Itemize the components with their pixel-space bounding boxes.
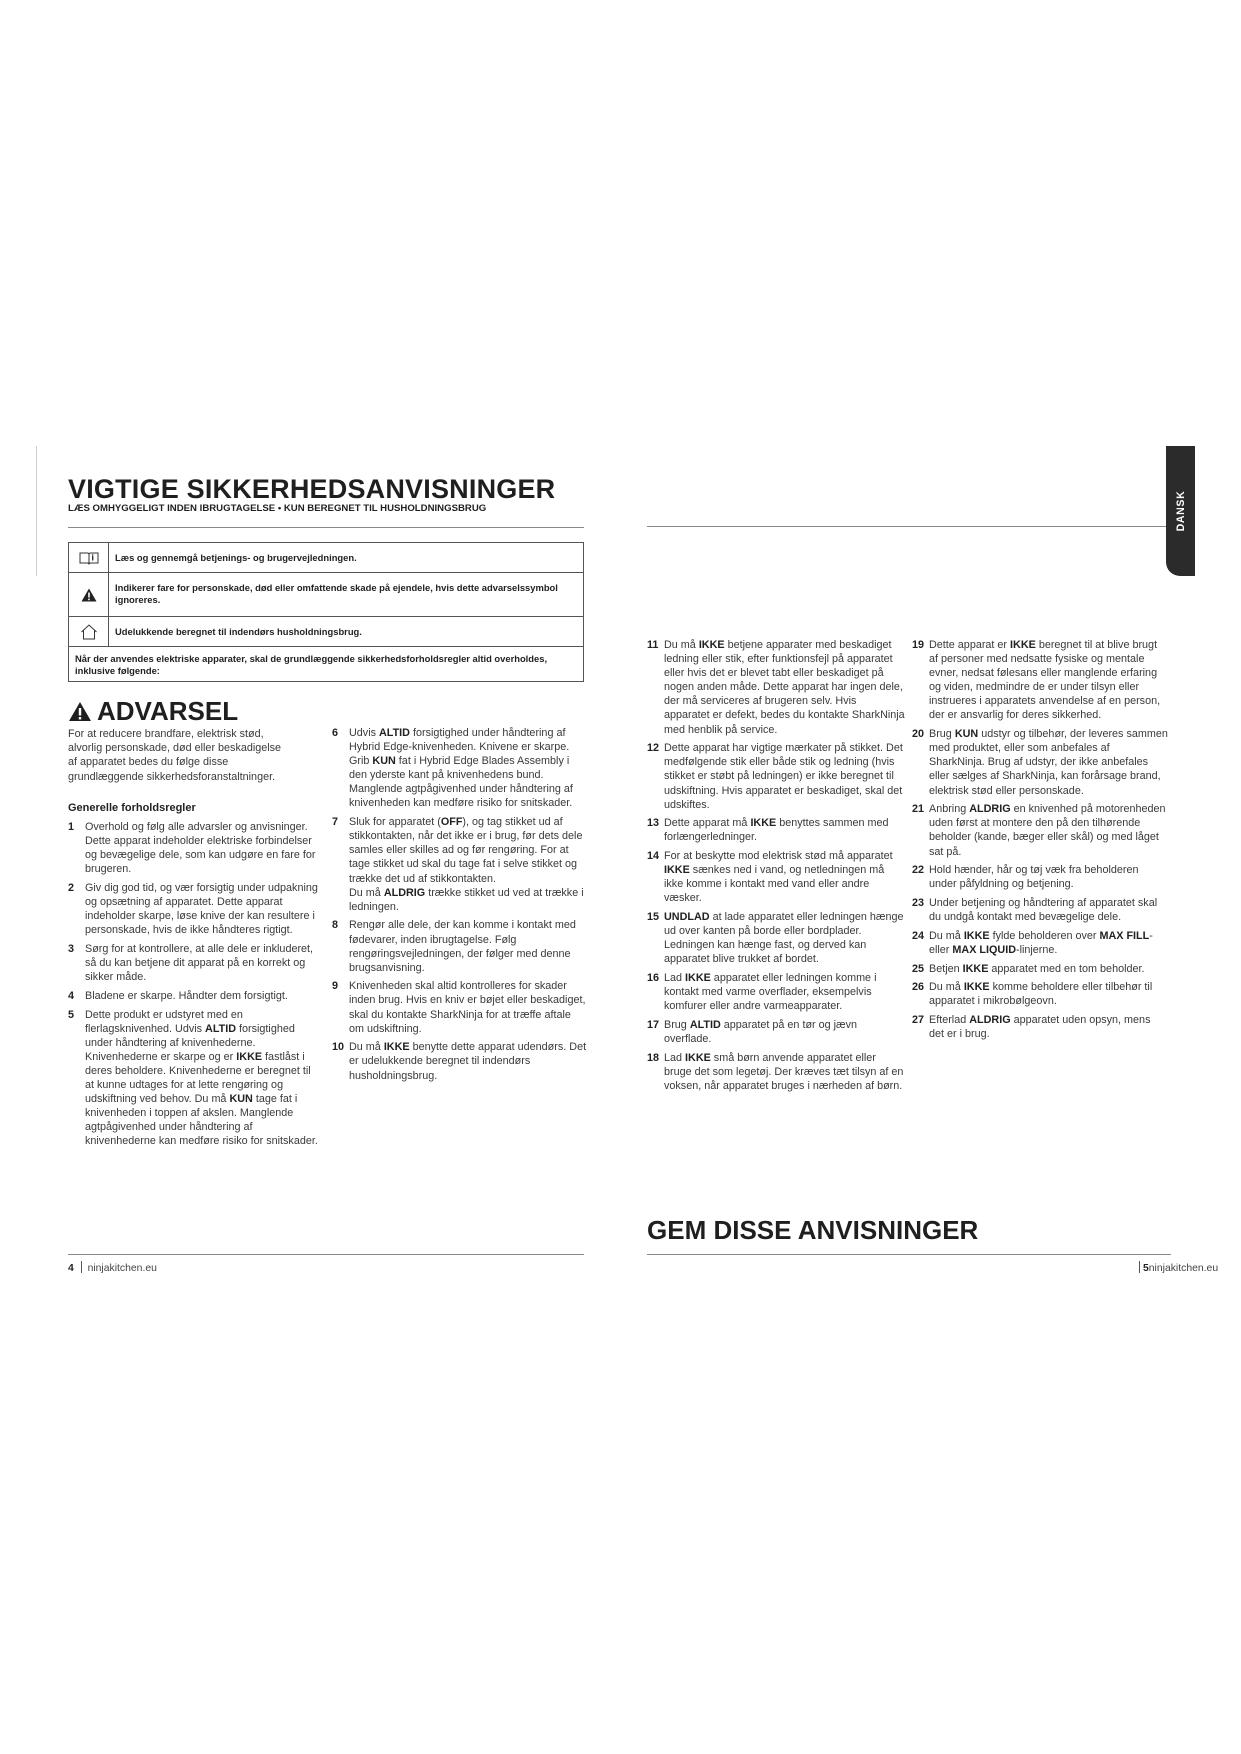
item-text: Dette apparat har vigtige mærkater på stikket. Det medfølgende stik eller både stik og ledning (hvis stikket er støbt på ledningen) er ikke beregnet til udskiftning. Hvis apparatet er beskadiget, skal det udskiftes. xyxy=(664,742,903,811)
item-text: Brug ALTID apparatet på en tør og jævn overflade. xyxy=(664,1018,858,1045)
item-text: Sluk for apparatet (OFF), og tag stikket ud af stikkontakten, når det ikke er i brug, før dets dele samles eller skilles ad og før rengøring. For at tage stikket ud skal du tage fat i selve stikket og trække det ud af stikkontakten. xyxy=(349,816,583,885)
item-number: 8 xyxy=(332,919,339,932)
instruction-item xyxy=(647,1018,905,1046)
item-text: Anbring ALDRIG en knivenhed på motorenheden uden først at montere den på den tilhørende beholder (kande, bæger eller skål) og med låget sat på. xyxy=(929,803,1166,858)
manual-book-icon xyxy=(69,543,109,572)
symbol-text: Læs og gennemgå betjenings- og brugervejledningen. xyxy=(115,552,357,563)
instruction-item xyxy=(647,1051,905,1093)
item-number: 19 xyxy=(912,639,925,651)
item-number: 11 xyxy=(647,639,659,651)
closing-heading: GEM DISSE ANVISNINGER xyxy=(647,1215,979,1245)
instruction-item xyxy=(912,980,1168,1008)
instruction-item xyxy=(912,727,1168,797)
instructions-column-3 xyxy=(647,638,905,1098)
warning-triangle-icon xyxy=(69,573,109,616)
symbol-row-house xyxy=(69,617,583,647)
warning-heading xyxy=(68,696,238,727)
warning-intro: For at reducere brandfare, elektrisk stød, alvorlig personskade, død eller beskadigelse af apparatet bedes du følge disse grundlæggende sikkerhedsforanstaltninger. xyxy=(68,728,282,783)
instruction-item xyxy=(68,820,318,876)
footer-website: ninjakitchen.eu xyxy=(87,1263,157,1274)
house-icon xyxy=(69,617,109,646)
item-number: 15 xyxy=(647,911,660,924)
item-number: 26 xyxy=(912,981,925,994)
item-text: Bladene er skarpe. Håndter dem forsigtigt. xyxy=(85,989,288,1002)
item-text: Du må IKKE fylde beholderen over MAX FILL- eller MAX LIQUID-linjerne. xyxy=(929,929,1153,956)
item-number: 1 xyxy=(68,821,75,833)
instructions-column-1 xyxy=(68,820,318,1153)
title-divider xyxy=(68,527,584,528)
item-number: 27 xyxy=(912,1014,925,1026)
instructions-column-2 xyxy=(332,726,588,1087)
item-number: 6 xyxy=(332,727,339,739)
item-number: 10 xyxy=(332,1041,345,1054)
item-number: 18 xyxy=(647,1051,660,1064)
instruction-item xyxy=(912,638,1168,723)
instruction-item xyxy=(912,962,1168,976)
page-subtitle: LÆS OMHYGGELIGT INDEN IBRUGTAGELSE • KUN BEREGNET TIL HUSHOLDNINGSBRUG xyxy=(68,503,487,514)
instructions-column-4 xyxy=(912,638,1168,1046)
symbol-text: Indikerer fare for personskade, død eller omfattende skade på ejendele, hvis dette advarselssymbol ignoreres. xyxy=(115,582,558,605)
item-number: 25 xyxy=(912,962,925,975)
page-number: 5 xyxy=(1143,1263,1149,1274)
instruction-item xyxy=(912,863,1168,891)
item-number: 21 xyxy=(912,803,925,816)
symbol-legend-box xyxy=(68,542,584,682)
item-number: 16 xyxy=(647,972,660,985)
item-number: 13 xyxy=(647,817,660,830)
instruction-item xyxy=(647,816,905,844)
item-text: Du må IKKE benytte dette apparat udendørs. Det er udelukkende beregnet til indendørs husholdningsbrug. xyxy=(349,1041,587,1082)
instruction-item xyxy=(332,815,588,914)
item-number: 7 xyxy=(332,816,339,829)
footer-website: ninjakitchen.eu xyxy=(1148,1263,1219,1274)
instruction-item xyxy=(68,1008,318,1149)
instruction-item xyxy=(912,1013,1168,1041)
item-number: 23 xyxy=(912,896,925,909)
instruction-item xyxy=(332,918,588,974)
item-number: 4 xyxy=(68,989,75,1002)
language-tab-label: DANSK xyxy=(1174,490,1187,532)
instruction-item xyxy=(332,1040,588,1082)
item-text: Du må IKKE betjene apparater med beskadiget ledning eller stik, efter funktionsfejl på apparatet eller hvis det er blevet tabt eller beskadiget på nogen anden måde. Dette apparat har ingen dele, der må serviceres af brugeren selv. Hvis apparatet er defekt, bedes du kontakte SharkNinja med henblik på service. xyxy=(664,639,905,736)
instruction-item xyxy=(68,881,318,937)
item-text: Udvis ALTID forsigtighed under håndtering af Hybrid Edge-knivenheden. Knivene er skarpe. Grib KUN fat i Hybrid Edge Blades Assembly i den yderste kant på knivenhedens bund. Manglende agtpågivenhed under håndtering af knivenheden kan medføre risiko for snitskader. xyxy=(349,727,573,810)
symbol-text: Udelukkende beregnet til indendørs husholdningsbrug. xyxy=(115,626,362,637)
item-number: 12 xyxy=(647,742,660,755)
item-text: Under betjening og håndtering af apparatet skal du undgå kontakt med bevægelige dele. xyxy=(929,896,1158,924)
instruction-item xyxy=(912,802,1168,858)
item-text: UNDLAD at lade apparatet eller ledningen hænge ud over kanten på borde eller bordplader. Ledningen kan hænge fast, og derved kan apparatet blive trukket af bordet. xyxy=(664,911,904,966)
symbol-row-warning xyxy=(69,573,583,617)
instruction-item xyxy=(68,942,318,984)
footer-divider-left xyxy=(68,1254,584,1255)
item-text: Hold hænder, hår og tøj væk fra beholderen under påfyldning og betjening. xyxy=(929,864,1139,891)
item-text: Betjen IKKE apparatet med en tom beholder. xyxy=(929,962,1145,975)
item-number: 24 xyxy=(912,929,925,942)
item-number: 17 xyxy=(647,1018,660,1031)
item-text: Overhold og følg alle advarsler og anvisninger. Dette apparat indeholder elektriske forbindelser og bevægelige dele, som kan udgøre en fare for brugeren. xyxy=(85,821,316,876)
item-text: Dette apparat må IKKE benyttes sammen med forlængerledninger. xyxy=(664,817,889,844)
item-text: Knivenheden skal altid kontrolleres for skader inden brug. Hvis en kniv er bøjet eller beskadiget, skal du kontakte SharkNinja for at træffe aftale om udskiftning. xyxy=(349,980,586,1035)
page-number: 4 xyxy=(68,1263,74,1274)
top-divider-right xyxy=(647,526,1171,527)
symbol-footer-note: Når der anvendes elektriske apparater, skal de grundlæggende sikkerhedsforholdsregler altid overholdes, inklusive følgende: xyxy=(75,653,548,676)
item-text: Dette apparat er IKKE beregnet til at blive brugt af personer med nedsatte fysiske og mentale evner, nedsat følesans eller manglende erfaring og viden, medmindre de er under tilsyn eller instrueres i apparatets anvendelse af en person, der er ansvarlig for deres sikkerhed. xyxy=(929,639,1161,722)
instruction-item xyxy=(912,896,1168,924)
item-text: Efterlad ALDRIG apparatet uden opsyn, mens det er i brug. xyxy=(929,1014,1151,1041)
instruction-item xyxy=(647,910,905,966)
instruction-item xyxy=(647,638,905,737)
footer-left xyxy=(68,1261,157,1274)
general-precautions-heading: Generelle forholdsregler xyxy=(68,802,196,814)
language-tab xyxy=(1166,446,1195,576)
item-text: Lad IKKE apparatet eller ledningen komme i kontakt med varme overflader, eksempelvis komfurer eller andre varmeapparater. xyxy=(664,972,877,1013)
item-number: 2 xyxy=(68,881,75,894)
footer-right xyxy=(1139,1261,1241,1274)
footer-divider-right xyxy=(647,1254,1171,1255)
page-edge xyxy=(36,446,37,576)
item-number: 9 xyxy=(332,980,339,993)
instruction-item xyxy=(647,971,905,1013)
item-number: 20 xyxy=(912,728,925,741)
item-number: 14 xyxy=(647,850,660,863)
item-text: Du må IKKE komme beholdere eller tilbehør til apparatet i mikrobølgeovn. xyxy=(929,981,1153,1008)
instruction-item xyxy=(647,741,905,811)
instruction-item xyxy=(332,979,588,1035)
warning-title: ADVARSEL xyxy=(97,696,239,726)
item-text: Lad IKKE små børn anvende apparatet eller bruge det som legetøj. Der kræves tæt tilsyn af en voksen, når apparatet bruges i nærheden af børn. xyxy=(664,1051,904,1092)
item-text: Dette produkt er udstyret med en flerlagsknivenhed. Udvis ALTID forsigtighed under håndtering af knivenhederne. Knivenhederne er skarpe og er IKKE fastlåst i deres beholdere. Knivenhederne er beregnet til at kunne udtages for at lette rengøring og udskiftning ved behov. Du må KUN tage fat i knivenheden i toppen af akslen. Manglende agtpågivenhed under håndtering af knivenhederne kan medføre risiko for snitskader. xyxy=(85,1008,318,1148)
instruction-item xyxy=(912,929,1168,957)
item-text: Rengør alle dele, der kan komme i kontakt med fødevarer, inden ibrugtagelse. Følg rengøringsvejledningen, der følger med denne brugsanvisning. xyxy=(349,919,576,974)
symbol-row-manual xyxy=(69,543,583,573)
item-number: 22 xyxy=(912,864,925,877)
item-text: Giv dig god tid, og vær forsigtig under udpakning og opsætning af apparatet. Dette apparat indeholder skarpe, løse knive der kan resultere i personskade, hvis de ikke håndteres rigtigt. xyxy=(85,881,318,937)
item-text-extra: Du må ALDRIG trække stikket ud ved at trække i ledningen. xyxy=(349,886,584,913)
warning-triangle-icon xyxy=(68,701,92,722)
instruction-item xyxy=(332,726,588,811)
item-text: Sørg for at kontrollere, at alle dele er inkluderet, så du kan betjene dit apparat på en korrekt og sikker måde. xyxy=(85,942,314,984)
page-title: VIGTIGE SIKKERHEDSANVISNINGER xyxy=(68,474,556,504)
item-text: Brug KUN udstyr og tilbehør, der leveres sammen med produktet, eller som anbefales af SharkNinja. Brug af udstyr, der ikke anbefales eller sælges af SharkNinja, kan forårsage brand, elektrisk stød eller personskade. xyxy=(929,728,1168,797)
item-number: 3 xyxy=(68,942,75,955)
instruction-item xyxy=(68,989,318,1003)
item-number: 5 xyxy=(68,1008,75,1021)
item-text: For at beskytte mod elektrisk stød må apparatet IKKE sænkes ned i vand, og netledningen må ikke komme i kontakt med vand eller andre væsker. xyxy=(664,850,893,905)
instruction-item xyxy=(647,849,905,905)
